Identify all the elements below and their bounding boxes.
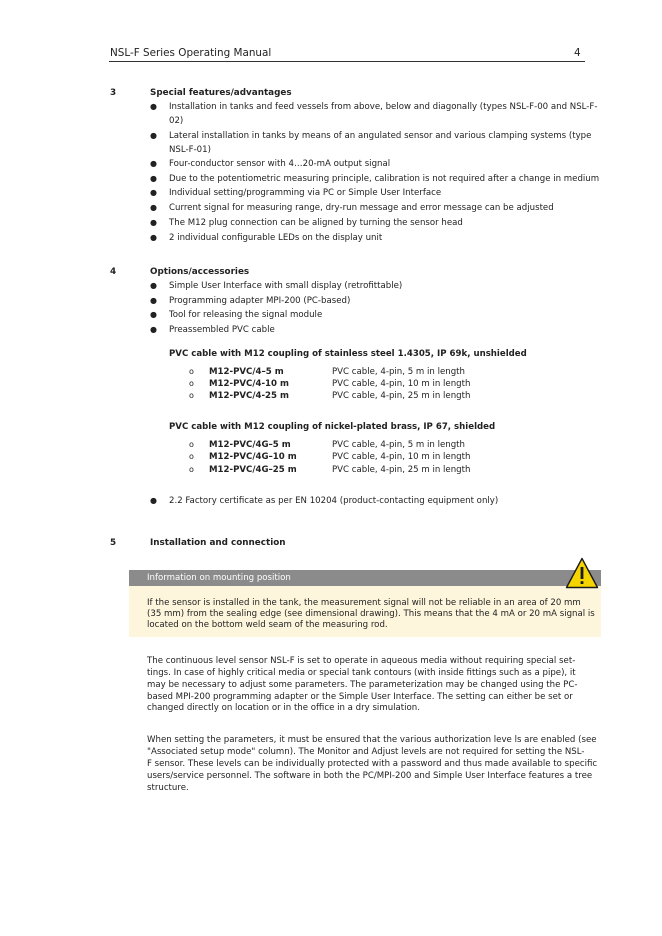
cable-code: M12-PVC/4G–5 m	[209, 440, 291, 450]
cable-description: PVC cable, 4-pin, 5 m in length	[332, 367, 465, 377]
circle-bullet-icon: o	[189, 465, 194, 474]
cable-description: PVC cable, 4-pin, 5 m in length	[332, 440, 465, 450]
info-box-line: located on the bottom weld seam of the measuring rod.	[147, 620, 388, 630]
bullet-icon: ●	[150, 218, 157, 227]
circle-bullet-icon: o	[189, 367, 194, 376]
cable-code: M12-PVC/4G–25 m	[209, 465, 297, 475]
section-5-number: 5	[110, 538, 117, 548]
paragraph-line: may be necessary to adjust some parameters. The parameterization may be changed using the PC-	[147, 680, 578, 690]
cable-description: PVC cable, 4-pin, 10 m in length	[332, 379, 471, 389]
cable-group-1-heading: PVC cable with M12 coupling of stainless steel 1.4305, IP 69k, unshielded	[169, 349, 527, 359]
bullet-icon: ●	[150, 174, 157, 183]
bullet-icon: ●	[150, 203, 157, 212]
paragraph-line: structure.	[147, 783, 189, 793]
info-box-label: Information on mounting position	[147, 573, 291, 583]
cable-description: PVC cable, 4-pin, 25 m in length	[332, 391, 471, 401]
cable-description: PVC cable, 4-pin, 10 m in length	[332, 452, 471, 462]
list-item: 2.2 Factory certificate as per EN 10204 (product-contacting equipment only)	[169, 496, 499, 506]
paragraph-line: changed directly on location or in the office in a dry simulation.	[147, 703, 420, 713]
cable-code: M12-PVC/4G–10 m	[209, 452, 297, 462]
list-item: Due to the potentiometric measuring principle, calibration is not required after a change in medium	[169, 174, 600, 184]
cable-group-2-heading: PVC cable with M12 coupling of nickel-plated brass, IP 67, shielded	[169, 422, 496, 432]
section-3-number: 3	[110, 88, 117, 98]
info-box-line: If the sensor is installed in the tank, the measurement signal will not be reliable in an area of 20 mm	[147, 598, 581, 608]
bullet-icon: ●	[150, 102, 157, 111]
paragraph-line: When setting the parameters, it must be ensured that the various authorization leve ls are enabled (see	[147, 735, 597, 745]
circle-bullet-icon: o	[189, 379, 194, 388]
list-item: Lateral installation in tanks by means of an angulated sensor and various clamping systems (type	[169, 131, 592, 141]
bullet-icon: ●	[150, 131, 157, 140]
paragraph-line: F sensor. These levels can be individually protected with a password and thus made available to specific	[147, 759, 598, 769]
list-item-continuation: 02)	[169, 116, 184, 126]
paragraph-line: The continuous level sensor NSL-F is set to operate in aqueous media without requiring special set-	[147, 656, 576, 666]
paragraph-line: "Associated setup mode" column). The Monitor and Adjust levels are not required for setting the NSL-	[147, 747, 585, 757]
bullet-icon: ●	[150, 325, 157, 334]
section-5-title: Installation and connection	[150, 538, 286, 548]
cable-code: M12-PVC/4-10 m	[209, 379, 289, 389]
page-number: 4	[574, 47, 581, 59]
paragraph-line: users/service personnel. The software in both the PC/MPI-200 and Simple User Interface features a tree	[147, 771, 593, 781]
section-4-number: 4	[110, 267, 117, 277]
bullet-icon: ●	[150, 159, 157, 168]
paragraph-line: based MPI-200 programming adapter or the Simple User Interface. The setting can either be set or	[147, 692, 573, 702]
bullet-icon: ●	[150, 281, 157, 290]
bullet-icon: ●	[150, 296, 157, 305]
bullet-icon: ●	[150, 310, 157, 319]
list-item: Individual setting/programming via PC or Simple User Interface	[169, 188, 442, 198]
list-item: 2 individual configurable LEDs on the display unit	[169, 233, 383, 243]
list-item: Simple User Interface with small display (retrofittable)	[169, 281, 403, 291]
document-title: NSL-F Series Operating Manual	[110, 47, 272, 59]
bullet-icon: ●	[150, 233, 157, 242]
section-4-title: Options/accessories	[150, 267, 250, 277]
list-item: Tool for releasing the signal module	[169, 310, 323, 320]
list-item: Preassembled PVC cable	[169, 325, 275, 335]
list-item: Programming adapter MPI-200 (PC-based)	[169, 296, 351, 306]
circle-bullet-icon: o	[189, 440, 194, 449]
bullet-icon: ●	[150, 496, 157, 505]
bullet-icon: ●	[150, 188, 157, 197]
circle-bullet-icon: o	[189, 391, 194, 400]
circle-bullet-icon: o	[189, 452, 194, 461]
list-item-continuation: NSL-F-01)	[169, 145, 211, 155]
cable-code: M12-PVC/4–5 m	[209, 367, 284, 377]
list-item: Current signal for measuring range, dry-run message and error message can be adjusted	[169, 203, 554, 213]
warning-icon	[565, 557, 599, 589]
header-divider	[109, 61, 585, 62]
list-item: The M12 plug connection can be aligned by turning the sensor head	[169, 218, 463, 228]
cable-code: M12-PVC/4-25 m	[209, 391, 289, 401]
paragraph-line: tings. In case of highly critical media or special tank contours (with inside fittings such as a pipe), it	[147, 668, 576, 678]
info-box-line: (35 mm) from the sealing edge (see dimensional drawing). This means that the 4 mA or 20 mA signal is	[147, 609, 595, 619]
section-3-title: Special features/advantages	[150, 88, 292, 98]
cable-description: PVC cable, 4-pin, 25 m in length	[332, 465, 471, 475]
list-item: Installation in tanks and feed vessels from above, below and diagonally (types NSL-F-00 and NSL-F-	[169, 102, 598, 112]
list-item: Four-conductor sensor with 4…20-mA output signal	[169, 159, 391, 169]
